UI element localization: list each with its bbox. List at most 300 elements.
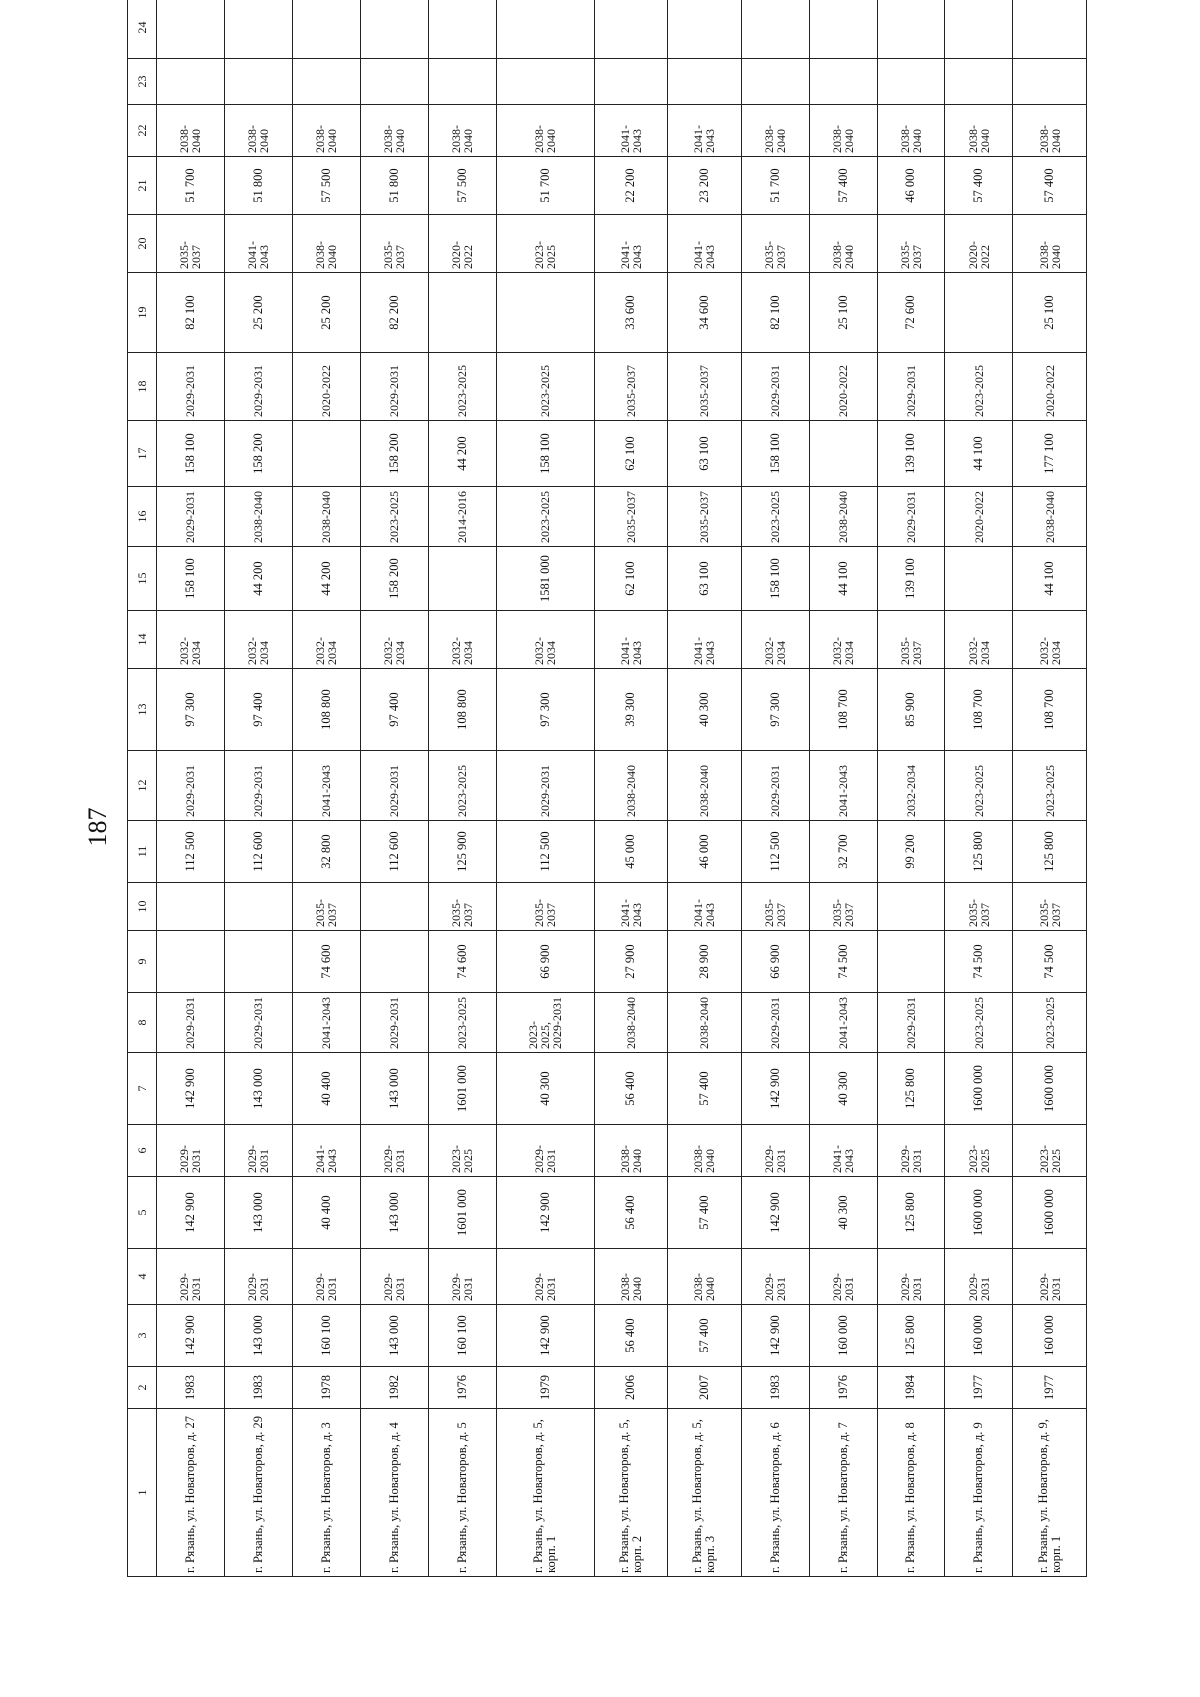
col-13-cell: 108 700	[1013, 669, 1087, 751]
column-number-12: 12	[128, 751, 157, 821]
table-row	[945, 0, 1013, 1577]
col-9-cell: 74 600	[292, 931, 360, 993]
col-6-cell: 2029-2031	[741, 1125, 809, 1177]
col-6-cell: 2041-2043	[809, 1125, 877, 1177]
col-17-cell: 63 100	[668, 421, 742, 487]
col-11-cell: 125 800	[945, 821, 1013, 883]
col-7-cell: 143 000	[360, 1053, 428, 1125]
column-number-10: 10	[128, 883, 157, 931]
col-19-cell	[945, 273, 1013, 353]
col-4-cell: 2029-2031	[809, 1249, 877, 1305]
address-cell: г. Рязань, ул. Новаторов, д. 5, корп. 1	[496, 1409, 594, 1577]
col-8-cell: 2023-2025	[945, 993, 1013, 1053]
col-21-cell: 57 400	[945, 157, 1013, 215]
col-9-cell: 74 500	[1013, 931, 1087, 993]
col-4-cell: 2029-2031	[945, 1249, 1013, 1305]
col-15-cell: 44 100	[1013, 547, 1087, 611]
col-10-cell: 2035-2037	[292, 883, 360, 931]
col-5-cell: 143 000	[360, 1177, 428, 1249]
col-3-cell: 142 900	[741, 1305, 809, 1367]
col-20-cell: 2035-2037	[157, 215, 225, 273]
col-20-cell: 2038-2040	[809, 215, 877, 273]
col-13-cell: 108 800	[428, 669, 496, 751]
col-18-cell: 2020-2022	[292, 353, 360, 421]
col-7-cell: 125 800	[877, 1053, 945, 1125]
column-number-6: 6	[128, 1125, 157, 1177]
col-19-cell: 82 100	[741, 273, 809, 353]
col-17-cell: 158 200	[360, 421, 428, 487]
col-6-cell: 2029-2031	[224, 1125, 292, 1177]
col-7-cell: 1600 000	[1013, 1053, 1087, 1125]
col-23-cell	[224, 59, 292, 105]
col-13-cell: 97 300	[496, 669, 594, 751]
col-20-cell: 2041-2043	[668, 215, 742, 273]
col-24-cell	[428, 0, 496, 59]
col-6-cell: 2023-2025	[1013, 1125, 1087, 1177]
table-row	[292, 0, 360, 1577]
col-4-cell: 2038-2040	[668, 1249, 742, 1305]
col-11-cell: 112 500	[157, 821, 225, 883]
col-20-cell: 2020-2022	[945, 215, 1013, 273]
table-row	[224, 0, 292, 1577]
column-number-3: 3	[128, 1305, 157, 1367]
col-5-cell: 125 800	[877, 1177, 945, 1249]
col-19-cell: 82 200	[360, 273, 428, 353]
col-3-cell: 57 400	[668, 1305, 742, 1367]
col-12-cell: 2038-2040	[594, 751, 668, 821]
col-2-cell: 1979	[496, 1367, 594, 1409]
address-cell: г. Рязань, ул. Новаторов, д. 6	[741, 1409, 809, 1577]
col-23-cell	[594, 59, 668, 105]
address-cell: г. Рязань, ул. Новаторов, д. 5	[428, 1409, 496, 1577]
col-22-cell: 2041-2043	[668, 105, 742, 157]
col-9-cell: 28 900	[668, 931, 742, 993]
col-3-cell: 160 000	[1013, 1305, 1087, 1367]
col-11-cell: 45 000	[594, 821, 668, 883]
col-11-cell: 112 500	[741, 821, 809, 883]
col-24-cell	[809, 0, 877, 59]
col-8-cell: 2029-2031	[741, 993, 809, 1053]
col-19-cell: 33 600	[594, 273, 668, 353]
col-2-cell: 1982	[360, 1367, 428, 1409]
col-5-cell: 142 900	[741, 1177, 809, 1249]
col-23-cell	[157, 59, 225, 105]
col-19-cell	[428, 273, 496, 353]
col-12-cell: 2029-2031	[360, 751, 428, 821]
col-20-cell: 2035-2037	[741, 215, 809, 273]
col-13-cell: 97 400	[224, 669, 292, 751]
col-18-cell: 2029-2031	[157, 353, 225, 421]
col-11-cell: 125 900	[428, 821, 496, 883]
col-22-cell: 2038-2040	[292, 105, 360, 157]
col-20-cell: 2041-2043	[224, 215, 292, 273]
col-22-cell: 2038-2040	[224, 105, 292, 157]
col-8-cell: 2029-2031	[224, 993, 292, 1053]
col-23-cell	[741, 59, 809, 105]
col-15-cell: 44 200	[224, 547, 292, 611]
col-17-cell: 158 100	[741, 421, 809, 487]
col-10-cell	[157, 883, 225, 931]
col-18-cell: 2035-2037	[668, 353, 742, 421]
col-18-cell: 2035-2037	[594, 353, 668, 421]
col-17-cell	[292, 421, 360, 487]
col-11-cell: 112 600	[360, 821, 428, 883]
col-8-cell: 2023-2025	[428, 993, 496, 1053]
address-cell: г. Рязань, ул. Новаторов, д. 3	[292, 1409, 360, 1577]
col-12-cell: 2023-2025	[428, 751, 496, 821]
column-number-23: 23	[128, 59, 157, 105]
col-21-cell: 51 700	[496, 157, 594, 215]
col-2-cell: 1977	[1013, 1367, 1087, 1409]
col-10-cell: 2035-2037	[496, 883, 594, 931]
col-12-cell: 2023-2025	[1013, 751, 1087, 821]
col-9-cell: 74 600	[428, 931, 496, 993]
col-13-cell: 108 700	[809, 669, 877, 751]
col-13-cell: 97 300	[157, 669, 225, 751]
col-10-cell: 2041-2043	[668, 883, 742, 931]
col-8-cell: 2038-2040	[668, 993, 742, 1053]
col-24-cell	[496, 0, 594, 59]
col-9-cell: 74 500	[945, 931, 1013, 993]
address-cell: г. Рязань, ул. Новаторов, д. 9	[945, 1409, 1013, 1577]
col-6-cell: 2038-2040	[594, 1125, 668, 1177]
col-17-cell: 177 100	[1013, 421, 1087, 487]
col-9-cell: 66 900	[496, 931, 594, 993]
col-11-cell: 112 500	[496, 821, 594, 883]
col-3-cell: 142 900	[157, 1305, 225, 1367]
table-body	[157, 0, 1087, 1577]
col-3-cell: 143 000	[360, 1305, 428, 1367]
col-3-cell: 160 100	[292, 1305, 360, 1367]
col-24-cell	[292, 0, 360, 59]
col-14-cell: 2032-2034	[741, 611, 809, 669]
col-12-cell: 2041-2043	[292, 751, 360, 821]
col-2-cell: 2006	[594, 1367, 668, 1409]
col-8-cell: 2041-2043	[292, 993, 360, 1053]
column-number-14: 14	[128, 611, 157, 669]
address-cell: г. Рязань, ул. Новаторов, д. 5, корп. 3	[668, 1409, 742, 1577]
col-13-cell: 97 300	[741, 669, 809, 751]
col-18-cell: 2029-2031	[360, 353, 428, 421]
col-24-cell	[945, 0, 1013, 59]
col-21-cell: 51 800	[224, 157, 292, 215]
col-7-cell: 142 900	[157, 1053, 225, 1125]
col-10-cell: 2041-2043	[594, 883, 668, 931]
column-number-1: 1	[128, 1409, 157, 1577]
col-24-cell	[157, 0, 225, 59]
col-14-cell: 2032-2034	[1013, 611, 1087, 669]
column-number-7: 7	[128, 1053, 157, 1125]
col-8-cell: 2038-2040	[594, 993, 668, 1053]
col-16-cell: 2020-2022	[945, 487, 1013, 547]
col-4-cell: 2029-2031	[741, 1249, 809, 1305]
col-7-cell: 1600 000	[945, 1053, 1013, 1125]
col-21-cell: 57 500	[428, 157, 496, 215]
col-22-cell: 2038-2040	[809, 105, 877, 157]
col-9-cell	[224, 931, 292, 993]
col-12-cell: 2029-2031	[157, 751, 225, 821]
col-13-cell: 97 400	[360, 669, 428, 751]
col-19-cell	[496, 273, 594, 353]
col-16-cell: 2035-2037	[668, 487, 742, 547]
col-15-cell: 63 100	[668, 547, 742, 611]
col-8-cell: 2029-2031	[877, 993, 945, 1053]
col-3-cell: 142 900	[496, 1305, 594, 1367]
col-3-cell: 160 100	[428, 1305, 496, 1367]
col-8-cell: 2041-2043	[809, 993, 877, 1053]
col-14-cell: 2032-2034	[945, 611, 1013, 669]
col-10-cell	[360, 883, 428, 931]
table-row	[741, 0, 809, 1577]
address-cell: г. Рязань, ул. Новаторов, д. 5, корп. 2	[594, 1409, 668, 1577]
col-16-cell: 2038-2040	[1013, 487, 1087, 547]
col-10-cell: 2035-2037	[428, 883, 496, 931]
col-20-cell: 2038-2040	[292, 215, 360, 273]
col-19-cell: 25 100	[809, 273, 877, 353]
col-14-cell: 2032-2034	[360, 611, 428, 669]
column-number-18: 18	[128, 353, 157, 421]
column-number-5: 5	[128, 1177, 157, 1249]
col-13-cell: 40 300	[668, 669, 742, 751]
col-13-cell: 85 900	[877, 669, 945, 751]
col-12-cell: 2038-2040	[668, 751, 742, 821]
column-number-4: 4	[128, 1249, 157, 1305]
col-14-cell: 2032-2034	[809, 611, 877, 669]
col-7-cell: 143 000	[224, 1053, 292, 1125]
col-19-cell: 72 600	[877, 273, 945, 353]
col-16-cell: 2029-2031	[877, 487, 945, 547]
col-9-cell	[360, 931, 428, 993]
col-18-cell: 2029-2031	[224, 353, 292, 421]
address-cell: г. Рязань, ул. Новаторов, д. 29	[224, 1409, 292, 1577]
col-2-cell: 1977	[945, 1367, 1013, 1409]
column-number-19: 19	[128, 273, 157, 353]
col-7-cell: 1601 000	[428, 1053, 496, 1125]
col-24-cell	[360, 0, 428, 59]
col-18-cell: 2020-2022	[809, 353, 877, 421]
col-5-cell: 1600 000	[945, 1177, 1013, 1249]
col-20-cell: 2041-2043	[594, 215, 668, 273]
table-row	[877, 0, 945, 1577]
col-21-cell: 51 700	[741, 157, 809, 215]
col-15-cell: 158 100	[741, 547, 809, 611]
col-9-cell	[877, 931, 945, 993]
col-24-cell	[668, 0, 742, 59]
col-15-cell: 139 100	[877, 547, 945, 611]
capital-repair-schedule-table	[127, 0, 1087, 1577]
col-21-cell: 57 400	[1013, 157, 1087, 215]
col-22-cell: 2038-2040	[496, 105, 594, 157]
table-row	[496, 0, 594, 1577]
col-18-cell: 2023-2025	[496, 353, 594, 421]
column-number-17: 17	[128, 421, 157, 487]
col-10-cell	[224, 883, 292, 931]
col-22-cell: 2038-2040	[741, 105, 809, 157]
col-19-cell: 25 100	[1013, 273, 1087, 353]
col-4-cell: 2038-2040	[594, 1249, 668, 1305]
col-17-cell: 158 100	[157, 421, 225, 487]
col-17-cell: 158 100	[496, 421, 594, 487]
col-20-cell: 2020-2022	[428, 215, 496, 273]
col-5-cell: 142 900	[496, 1177, 594, 1249]
col-22-cell: 2038-2040	[877, 105, 945, 157]
col-19-cell: 34 600	[668, 273, 742, 353]
col-17-cell	[809, 421, 877, 487]
col-10-cell: 2035-2037	[1013, 883, 1087, 931]
table-row	[594, 0, 668, 1577]
col-23-cell	[809, 59, 877, 105]
col-15-cell: 158 200	[360, 547, 428, 611]
col-3-cell: 143 000	[224, 1305, 292, 1367]
table-container	[127, 21, 1087, 1577]
col-4-cell: 2029-2031	[1013, 1249, 1087, 1305]
col-24-cell	[224, 0, 292, 59]
col-15-cell: 44 200	[292, 547, 360, 611]
col-21-cell: 23 200	[668, 157, 742, 215]
col-18-cell: 2029-2031	[741, 353, 809, 421]
column-number-22: 22	[128, 105, 157, 157]
col-6-cell: 2029-2031	[496, 1125, 594, 1177]
table-row	[1013, 0, 1087, 1577]
col-5-cell: 143 000	[224, 1177, 292, 1249]
col-12-cell: 2029-2031	[224, 751, 292, 821]
col-24-cell	[594, 0, 668, 59]
col-21-cell: 22 200	[594, 157, 668, 215]
col-2-cell: 1983	[741, 1367, 809, 1409]
col-6-cell: 2029-2031	[360, 1125, 428, 1177]
col-8-cell: 2023-2025	[1013, 993, 1087, 1053]
col-13-cell: 39 300	[594, 669, 668, 751]
table-row	[668, 0, 742, 1577]
col-20-cell: 2023-2025	[496, 215, 594, 273]
col-11-cell: 112 600	[224, 821, 292, 883]
col-8-cell: 2029-2031	[157, 993, 225, 1053]
col-12-cell: 2041-2043	[809, 751, 877, 821]
col-10-cell: 2035-2037	[945, 883, 1013, 931]
col-20-cell: 2035-2037	[877, 215, 945, 273]
col-14-cell: 2032-2034	[224, 611, 292, 669]
col-16-cell: 2014-2016	[428, 487, 496, 547]
col-22-cell: 2038-2040	[157, 105, 225, 157]
col-16-cell: 2023-2025	[496, 487, 594, 547]
col-16-cell: 2035-2037	[594, 487, 668, 547]
col-11-cell: 32 700	[809, 821, 877, 883]
column-number-24: 24	[128, 0, 157, 59]
address-cell: г. Рязань, ул. Новаторов, д. 4	[360, 1409, 428, 1577]
col-4-cell: 2029-2031	[224, 1249, 292, 1305]
column-number-row	[128, 0, 157, 1577]
column-number-2: 2	[128, 1367, 157, 1409]
col-11-cell: 46 000	[668, 821, 742, 883]
col-7-cell: 40 400	[292, 1053, 360, 1125]
col-2-cell: 1983	[224, 1367, 292, 1409]
column-number-20: 20	[128, 215, 157, 273]
col-15-cell	[945, 547, 1013, 611]
col-24-cell	[1013, 0, 1087, 59]
col-4-cell: 2029-2031	[496, 1249, 594, 1305]
col-6-cell: 2023-2025	[428, 1125, 496, 1177]
col-2-cell: 2007	[668, 1367, 742, 1409]
col-10-cell: 2035-2037	[741, 883, 809, 931]
table-row	[809, 0, 877, 1577]
col-17-cell: 158 200	[224, 421, 292, 487]
col-2-cell: 1976	[809, 1367, 877, 1409]
col-13-cell: 108 800	[292, 669, 360, 751]
col-18-cell: 2023-2025	[945, 353, 1013, 421]
col-4-cell: 2029-2031	[157, 1249, 225, 1305]
col-7-cell: 142 900	[741, 1053, 809, 1125]
col-9-cell: 66 900	[741, 931, 809, 993]
address-cell: г. Рязань, ул. Новаторов, д. 7	[809, 1409, 877, 1577]
table-row	[428, 0, 496, 1577]
col-12-cell: 2023-2025	[945, 751, 1013, 821]
col-11-cell: 99 200	[877, 821, 945, 883]
col-5-cell: 1600 000	[1013, 1177, 1087, 1249]
col-21-cell: 57 500	[292, 157, 360, 215]
col-13-cell: 108 700	[945, 669, 1013, 751]
address-cell: г. Рязань, ул. Новаторов, д. 27	[157, 1409, 225, 1577]
col-16-cell: 2023-2025	[741, 487, 809, 547]
col-15-cell: 1581 000	[496, 547, 594, 611]
col-21-cell: 51 700	[157, 157, 225, 215]
col-16-cell: 2029-2031	[157, 487, 225, 547]
col-14-cell: 2041-2043	[668, 611, 742, 669]
col-15-cell: 158 100	[157, 547, 225, 611]
col-23-cell	[496, 59, 594, 105]
column-number-13: 13	[128, 669, 157, 751]
col-9-cell: 27 900	[594, 931, 668, 993]
column-number-21: 21	[128, 157, 157, 215]
col-17-cell: 44 200	[428, 421, 496, 487]
column-number-8: 8	[128, 993, 157, 1053]
col-10-cell	[877, 883, 945, 931]
col-8-cell: 2023-2025, 2029-2031	[496, 993, 594, 1053]
table-row	[360, 0, 428, 1577]
col-18-cell: 2020-2022	[1013, 353, 1087, 421]
col-16-cell: 2038-2040	[224, 487, 292, 547]
col-23-cell	[292, 59, 360, 105]
col-14-cell: 2041-2043	[594, 611, 668, 669]
col-5-cell: 142 900	[157, 1177, 225, 1249]
col-3-cell: 160 000	[809, 1305, 877, 1367]
column-number-9: 9	[128, 931, 157, 993]
col-15-cell	[428, 547, 496, 611]
col-21-cell: 51 800	[360, 157, 428, 215]
col-7-cell: 56 400	[594, 1053, 668, 1125]
col-11-cell: 125 800	[1013, 821, 1087, 883]
col-23-cell	[945, 59, 1013, 105]
col-16-cell: 2023-2025	[360, 487, 428, 547]
col-3-cell: 56 400	[594, 1305, 668, 1367]
col-22-cell: 2041-2043	[594, 105, 668, 157]
col-6-cell: 2038-2040	[668, 1125, 742, 1177]
col-7-cell: 40 300	[809, 1053, 877, 1125]
col-4-cell: 2029-2031	[360, 1249, 428, 1305]
col-7-cell: 57 400	[668, 1053, 742, 1125]
col-5-cell: 40 300	[809, 1177, 877, 1249]
col-23-cell	[668, 59, 742, 105]
col-16-cell: 2038-2040	[292, 487, 360, 547]
col-14-cell: 2032-2034	[292, 611, 360, 669]
col-23-cell	[877, 59, 945, 105]
col-2-cell: 1983	[157, 1367, 225, 1409]
col-7-cell: 40 300	[496, 1053, 594, 1125]
column-number-11: 11	[128, 821, 157, 883]
address-cell: г. Рязань, ул. Новаторов, д. 8	[877, 1409, 945, 1577]
col-23-cell	[1013, 59, 1087, 105]
col-22-cell: 2038-2040	[428, 105, 496, 157]
col-15-cell: 44 100	[809, 547, 877, 611]
